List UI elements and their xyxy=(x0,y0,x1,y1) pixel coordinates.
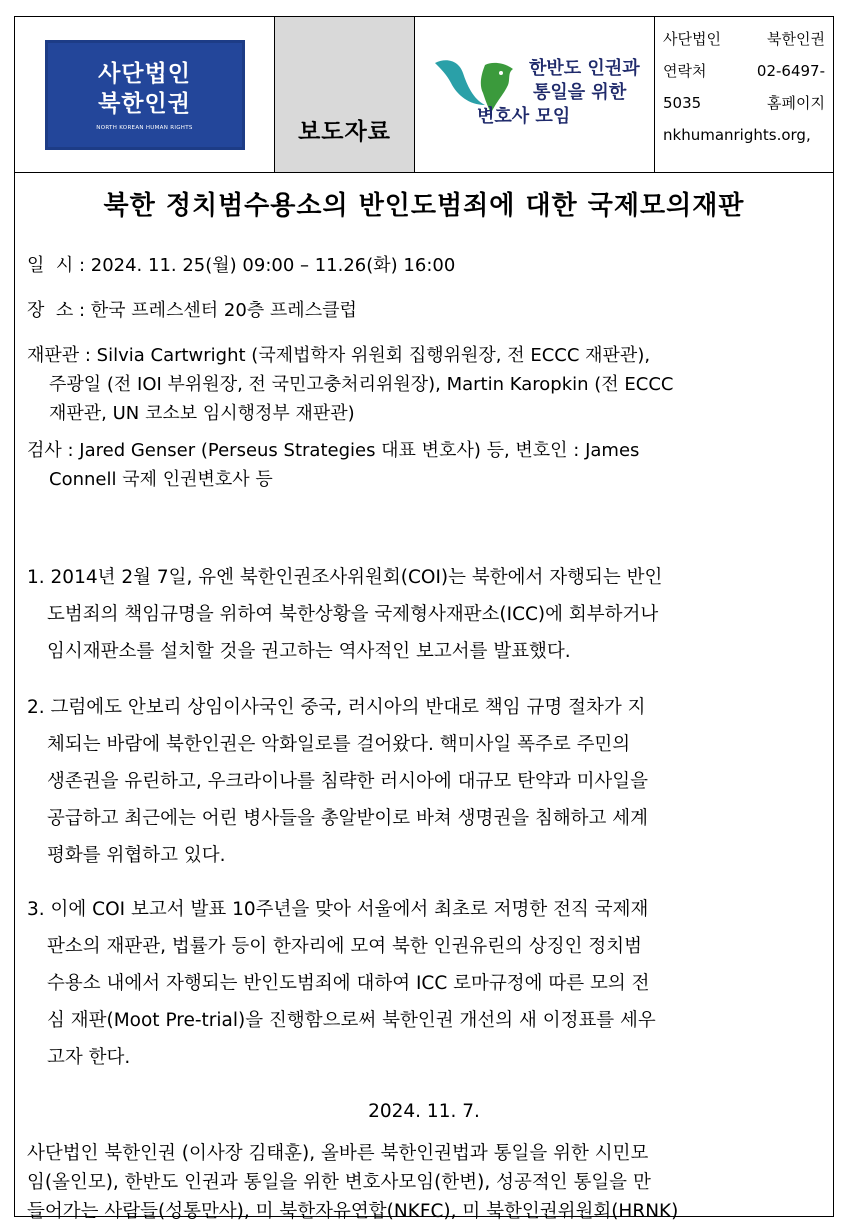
logo-line-2: 북한인권 xyxy=(98,90,191,117)
press-label-cell xyxy=(275,17,415,172)
paragraph-1 xyxy=(27,559,827,670)
logo-cell xyxy=(15,17,275,172)
paragraph-3-line-5: 고자 한다. xyxy=(47,1047,131,1068)
homepage-label: 홈페이지 xyxy=(767,94,825,112)
signatories-line-2: 임(올인모), 한반도 인권과 통일을 위한 변호사모임(한변), 성공적인 통일을 만 xyxy=(27,1172,651,1193)
date-value: 2024. 11. 25(월) 09:00 – 11.26(화) 16:00 xyxy=(90,255,456,276)
paragraph-2-line-3: 생존권을 유린하고, 우크라이나를 침략한 러시아에 대규모 탄약과 미사일을 xyxy=(47,771,649,792)
date-label: 일 시 xyxy=(27,255,74,276)
release-body xyxy=(14,171,834,1222)
association-name-line-3: 변호사 모임 xyxy=(477,106,571,127)
release-date: 2024. 11. 7. xyxy=(368,1101,480,1122)
paragraph-3-line-4: 심 재판(Moot Pre-trial)을 진행함으로써 북한인권 개선의 새 이정표를 세우 xyxy=(47,1010,656,1031)
contact-cell xyxy=(655,17,833,172)
phone-number-part-1: 02-6497- xyxy=(756,62,825,80)
prosecutor-line-1: 검사 : Jared Genser (Perseus Strategies 대표 변호사) 등, 변호인 : James xyxy=(27,440,640,461)
event-date: 일 시 : 2024. 11. 25(월) 09:00 – 11.26(화) 16:00 xyxy=(27,255,456,276)
phone-number-part-2: 5035 xyxy=(663,94,702,112)
press-release-page xyxy=(14,16,834,1222)
signatories xyxy=(27,1139,827,1226)
org-label: 사단법인 xyxy=(663,30,721,48)
website-link[interactable]: nkhumanrights.org, xyxy=(663,126,811,144)
header-table xyxy=(14,16,834,173)
signatories-line-3: 들어가는 사람들(성통만사), 미 북한자유연합(NKFC), 미 북한인권위원회(HRNK) xyxy=(27,1201,679,1222)
paragraph-2-line-4: 공급하고 최근에는 어린 병사들을 총알받이로 바쳐 생명권을 침해하고 세계 xyxy=(47,808,649,829)
signatories-line-1: 사단법인 북한인권 (이사장 김태훈), 올바른 북한인권법과 통일을 위한 시민모 xyxy=(27,1143,649,1164)
org-name: 북한인권 xyxy=(767,30,825,48)
prosecutor-defense xyxy=(27,436,827,494)
paragraph-3-line-1: 3. 이에 COI 보고서 발표 10주년을 맞아 서울에서 최초로 저명한 전직 국제재 xyxy=(27,899,649,920)
paragraph-3 xyxy=(27,891,827,1076)
judges-line-2: 주광일 (전 IOI 부위원장, 전 국민고충처리위원장), Martin Karopkin (전 ECCC xyxy=(49,374,674,395)
logo-subtitle: NORTH KOREAN HUMAN RIGHTS xyxy=(96,124,193,131)
paragraph-3-line-3: 수용소 내에서 자행되는 반인도범죄에 대하여 ICC 로마규정에 따른 모의 전 xyxy=(47,973,650,994)
place-label: 장 소 xyxy=(27,300,74,321)
place-value: 한국 프레스센터 20층 프레스클럽 xyxy=(90,300,357,321)
paragraph-1-line-2: 도범죄의 책임규명을 위하여 북한상황을 국제형사재판소(ICC)에 회부하거나 xyxy=(47,604,659,625)
association-logo-cell xyxy=(415,17,655,172)
org-logo xyxy=(45,40,245,150)
association-name-line-1: 한반도 인권과 xyxy=(529,58,640,79)
phone-label: 연락처 xyxy=(663,62,707,80)
paragraph-2 xyxy=(27,689,827,874)
paragraph-1-line-1: 1. 2014년 2월 7일, 유엔 북한인권조사위원회(COI)는 북한에서 자행되는 반인 xyxy=(27,567,663,588)
paragraph-3-line-2: 판소의 재판관, 법률가 등이 한자리에 모여 북한 인권유린의 상징인 정치범 xyxy=(47,936,642,957)
event-place: 장 소 : 한국 프레스센터 20층 프레스클럽 xyxy=(27,300,357,321)
judges-line-1: 재판관 : Silvia Cartwright (국제법학자 위원회 집행위원장, 전 ECCC 재판관), xyxy=(27,345,651,366)
paragraph-2-line-2: 체되는 바람에 북한인권은 악화일로를 걸어왔다. 핵미사일 폭주로 주민의 xyxy=(47,734,631,755)
paragraph-1-line-3: 임시재판소를 설치할 것을 권고하는 역사적인 보고서를 발표했다. xyxy=(47,641,571,662)
paragraph-2-line-1: 2. 그럼에도 안보리 상임이사국인 중국, 러시아의 반대로 책임 규명 절차가 지 xyxy=(27,697,646,718)
judges-line-3: 재판관, UN 코소보 임시행정부 재판관) xyxy=(49,403,355,424)
paragraph-2-line-5: 평화를 위협하고 있다. xyxy=(47,845,226,866)
press-release-label: 보도자료 xyxy=(298,119,391,145)
association-name-line-2: 통일을 위한 xyxy=(533,82,627,103)
prosecutor-line-2: Connell 국제 인권변호사 등 xyxy=(49,469,273,490)
logo-line-1: 사단법인 xyxy=(98,60,191,87)
association-name xyxy=(477,57,640,129)
page-title: 북한 정치범수용소의 반인도범죄에 대한 국제모의재판 xyxy=(103,191,745,221)
judges xyxy=(27,341,827,428)
